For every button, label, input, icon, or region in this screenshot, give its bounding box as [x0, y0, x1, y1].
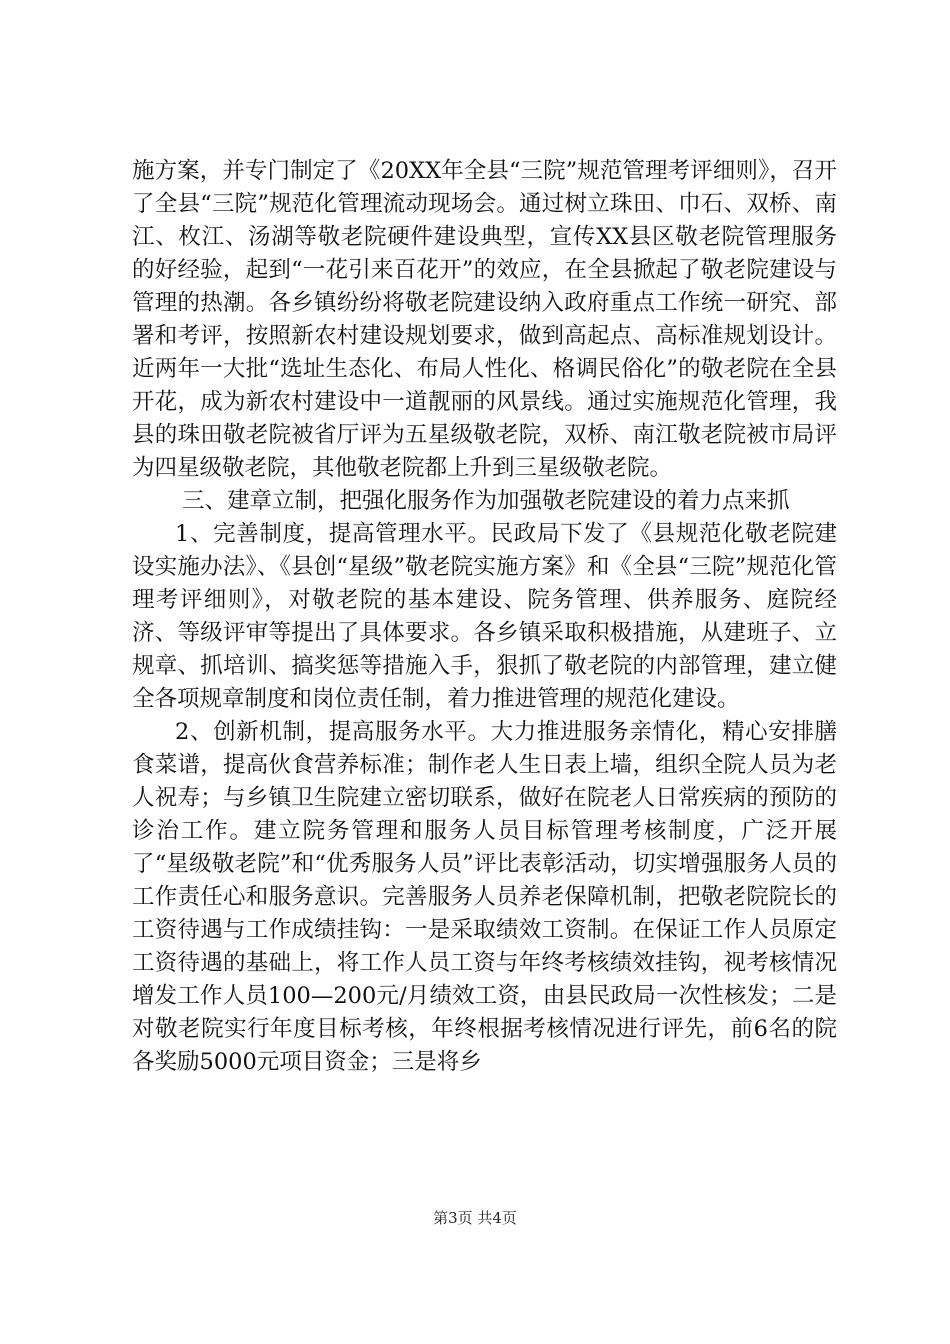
page-footer — [0, 1208, 950, 1228]
paragraph-continuation: 施方案，并专门制定了《20XX年全县“三院”规范管理考评细则》，召开了全县“三院”规范化管理流动现场会。通过树立珠田、巾石、双桥、南江、枚江、汤湖等敬老院硬件建设典型，宣传XX县区敬老院管理服务的好经验，起到“一花引来百花开”的效应，在全县掀起了敬老院建设与管理的热潮。各乡镇纷纷将敬老院建设纳入政府重点工作统一研究、部署和考评，按照新农村建设规划要求，做到高起点、高标准规划设计。近两年一大批“选址生态化、布局人性化、格调民俗化”的敬老院在全县开花，成为新农村建设中一道靓丽的风景线。通过实施规范化管理，我县的珠田敬老院被省厅评为五星级敬老院，双桥、南江敬老院被市局评为四星级敬老院，其他敬老院都上升到三星级敬老院。 — [132, 158, 837, 481]
page-number: 第3页 共4页 — [433, 1209, 517, 1227]
section-heading: 三、建章立制，把强化服务作为加强敬老院建设的着力点来抓 — [182, 488, 790, 514]
paragraph-item-2: 2、创新机制，提高服务水平。大力推进服务亲情化，精心安排膳食菜谱，提高伙食营养标准；制作老人生日表上墙，组织全院人员为老人祝寿；与乡镇卫生院建立密切联系，做好在院老人日常疾病的预防的诊治工作。建立院务管理和服务人员目标管理考核制度，广泛开展了“星级敬老院”和“优秀服务人员”评比表彰活动，切实增强服务人员的工作责任心和服务意识。完善服务人员养老保障机制，把敬老院院长的工资待遇与工作成绩挂钩：一是采取绩效工资制。在保证工作人员原定工资待遇的基础上，将工作人员工资与年终考核绩效挂钩，视考核情况增发工作人员100—200元/月绩效工资，由县民政局一次性核发；二是对敬老院实行年度目标考核，年终根据考核情况进行评先，前6名的院各奖励5000元项目资金；三是将乡 — [132, 719, 837, 1075]
paragraph-item-1: 1、完善制度，提高管理水平。民政局下发了《县规范化敬老院建设实施办法》、《县创“星级”敬老院实施方案》和《全县“三院”规范化管理考评细则》，对敬老院的基本建设、院务管理、供养服务、庭院经济、等级评审等提出了具体要求。各乡镇采取积极措施，从建班子、立规章、抓培训、搞奖惩等措施入手，狠抓了敬老院的内部管理，建立健全各项规章制度和岗位责任制，着力推进管理的规范化建设。 — [132, 521, 837, 712]
document-body — [132, 155, 837, 1079]
